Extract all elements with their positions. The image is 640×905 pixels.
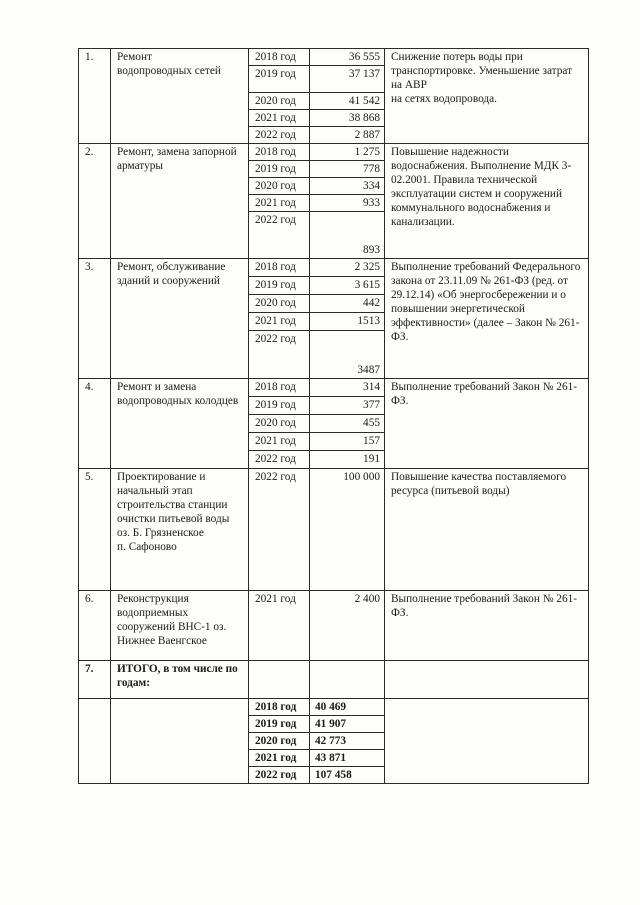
table-row	[79, 699, 589, 716]
year-value: 314	[310, 379, 385, 397]
year-label: 2019 год	[249, 716, 310, 733]
table-row	[79, 379, 589, 397]
year-value: 334	[310, 178, 385, 195]
year-label: 2019 год	[249, 277, 310, 295]
year-label: 2022 год	[249, 767, 310, 784]
year-value: 3487	[310, 331, 385, 379]
total-label: ИТОГО, в том числе по годам:	[111, 661, 249, 699]
year-label: 2019 год	[249, 161, 310, 178]
year-label: 2022 год	[249, 451, 310, 469]
year-label: 2020 год	[249, 93, 310, 110]
year-value: 38 868	[310, 110, 385, 127]
work-purpose: Снижение потерь воды при транспортировке. Уменьшение затрат на АВР на сетях водопровода.	[385, 49, 589, 144]
year-value: 933	[310, 195, 385, 212]
year-value: 2 887	[310, 127, 385, 144]
year-label: 2020 год	[249, 415, 310, 433]
year-value: 40 469	[310, 699, 385, 716]
year-value: 1513	[310, 313, 385, 331]
row-number: 5.	[79, 469, 111, 591]
row-number: 2.	[79, 144, 111, 259]
year-value: 41 542	[310, 93, 385, 110]
year-value: 455	[310, 415, 385, 433]
work-name: Реконструкция водоприемных сооружений ВНС-1 оз. Нижнее Ваенгское	[111, 591, 249, 661]
year-label: 2019 год	[249, 66, 310, 93]
row-number: 3.	[79, 259, 111, 379]
work-name: Ремонт, замена запорной арматуры	[111, 144, 249, 259]
year-label: 2018 год	[249, 49, 310, 66]
work-name: Ремонт и замена водопроводных колодцев	[111, 379, 249, 469]
year-label: 2022 год	[249, 331, 310, 379]
year-value: 442	[310, 295, 385, 313]
year-value: 42 773	[310, 733, 385, 750]
year-value: 893	[310, 212, 385, 259]
investment-program-table	[78, 48, 589, 784]
row-number: 6.	[79, 591, 111, 661]
year-label: 2021 год	[249, 433, 310, 451]
work-purpose: Выполнение требований Федерального закона от 23.11.09 № 261-ФЗ (ред. от 29.12.14) «Об энергосбережении и о повышении энергетической эффективности» (далее – Закон № 261- ФЗ.	[385, 259, 589, 379]
row-number: 1.	[79, 49, 111, 144]
year-value: 37 137	[310, 66, 385, 93]
year-label: 2018 год	[249, 699, 310, 716]
year-label: 2021 год	[249, 313, 310, 331]
table-row	[79, 469, 589, 591]
year-value: 191	[310, 451, 385, 469]
year-label: 2022 год	[249, 469, 310, 591]
year-label: 2021 год	[249, 110, 310, 127]
year-label: 2020 год	[249, 733, 310, 750]
year-value: 3 615	[310, 277, 385, 295]
year-value: 377	[310, 397, 385, 415]
year-label: 2022 год	[249, 127, 310, 144]
work-purpose: Повышение качества поставляемого ресурса (питьевой воды)	[385, 469, 589, 591]
work-name: Ремонт, обслуживание зданий и сооружений	[111, 259, 249, 379]
work-purpose: Выполнение требований Закон № 261- ФЗ.	[385, 591, 589, 661]
year-label: 2021 год	[249, 750, 310, 767]
year-label: 2019 год	[249, 397, 310, 415]
year-value: 107 458	[310, 767, 385, 784]
work-purpose: Повышение надежности водоснабжения. Выполнение МДК 3-02.2001. Правила технической эксплуатации систем и сооружений коммунального водоснабжения и канализации.	[385, 144, 589, 259]
year-value: 2 400	[310, 591, 385, 661]
year-label: 2021 год	[249, 591, 310, 661]
table-row	[79, 49, 589, 66]
year-value: 1 275	[310, 144, 385, 161]
table-row	[79, 591, 589, 661]
year-value: 36 555	[310, 49, 385, 66]
year-value: 2 325	[310, 259, 385, 277]
year-label: 2020 год	[249, 178, 310, 195]
work-purpose: Выполнение требований Закон № 261- ФЗ.	[385, 379, 589, 469]
work-name: Проектирование и начальный этап строительства станции очистки питьевой воды оз. Б. Грязненское п. Сафоново	[111, 469, 249, 591]
year-label: 2021 год	[249, 195, 310, 212]
year-label: 2020 год	[249, 295, 310, 313]
table-row	[79, 144, 589, 161]
year-value: 43 871	[310, 750, 385, 767]
work-name: Ремонт водопроводных сетей	[111, 49, 249, 144]
year-value: 157	[310, 433, 385, 451]
year-value: 41 907	[310, 716, 385, 733]
year-label: 2022 год	[249, 212, 310, 259]
year-label: 2018 год	[249, 259, 310, 277]
year-label: 2018 год	[249, 379, 310, 397]
year-label: 2018 год	[249, 144, 310, 161]
table-row	[79, 661, 589, 699]
table-row	[79, 259, 589, 277]
row-number: 4.	[79, 379, 111, 469]
row-number: 7.	[79, 661, 111, 699]
year-value: 778	[310, 161, 385, 178]
year-value: 100 000	[310, 469, 385, 591]
